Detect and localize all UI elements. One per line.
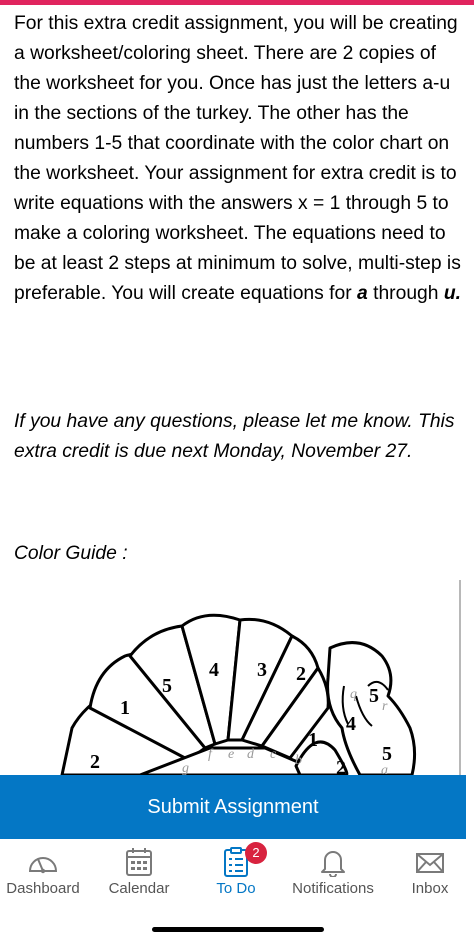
feather-number: 4 [346, 713, 356, 735]
bold-letter-a: a [357, 283, 368, 304]
home-indicator [152, 927, 324, 932]
feather-number: 2 [296, 663, 306, 685]
assignment-description: For this extra credit assignment, you will be creating a worksheet/coloring sheet. There are 2 copies of the worksheet for you. Once has just the letters a-u in the sections of the turkey. The other has the numbers 1-5 that coordinate with the color chart on the worksheet. Your assignment for extra credit is to write equations with the answers x = 1 through 5 to make a coloring worksheet. The equations need to be at least 2 steps at minimum to solve, multi-step is preferable. You will create equations for a through u. [14, 13, 461, 304]
feather-letter: a [381, 763, 388, 775]
tab-dashboard[interactable] [0, 839, 90, 909]
feather-letter: f [208, 747, 212, 762]
feather-letter: g [182, 761, 189, 775]
feather-number: 1 [308, 729, 318, 751]
content-scrollbar[interactable] [459, 580, 461, 775]
feather-number: 5 [382, 743, 392, 765]
tab-notifications[interactable] [286, 839, 380, 909]
color-guide-heading: Color Guide : [14, 543, 128, 564]
turkey-coloring-image [0, 578, 474, 775]
feather-letter: c [270, 747, 277, 762]
submit-assignment-button[interactable]: Submit Assignment [0, 775, 466, 839]
feather-number: 5 [369, 685, 379, 707]
tab-todo[interactable] [189, 839, 283, 909]
tab-dashboard-label: Dashboard [6, 880, 80, 897]
feather-letter: d [247, 747, 254, 762]
feather-letter: b [295, 753, 302, 768]
tab-calendar[interactable] [92, 839, 186, 909]
tab-todo-label: To Do [216, 880, 256, 897]
feather-number: 4 [209, 659, 219, 681]
calendar-icon [122, 847, 156, 877]
turkey-head [328, 643, 415, 775]
dashboard-icon [26, 847, 60, 877]
bottom-tab-bar [0, 839, 474, 935]
tab-notifications-label: Notifications [292, 880, 374, 897]
feather-number: 3 [257, 659, 267, 681]
feather-number: 2 [90, 751, 100, 773]
feather-number: 1 [120, 697, 130, 719]
bell-icon [316, 847, 350, 877]
tab-inbox-label: Inbox [411, 880, 449, 897]
feather-letter: r [382, 699, 388, 714]
feather-number: 2 [336, 757, 346, 775]
tab-calendar-label: Calendar [108, 880, 170, 897]
tab-inbox[interactable] [383, 839, 474, 909]
inbox-icon [413, 847, 447, 877]
feather-number: 5 [162, 675, 172, 697]
questions-note: If you have any questions, please let me know. This extra credit is due next Monday, November 27. [14, 411, 455, 462]
feather-letter: q [350, 687, 357, 702]
bold-letter-u: u. [443, 283, 461, 304]
feather-letter: e [228, 747, 235, 762]
todo-count-badge: 2 [245, 842, 267, 864]
